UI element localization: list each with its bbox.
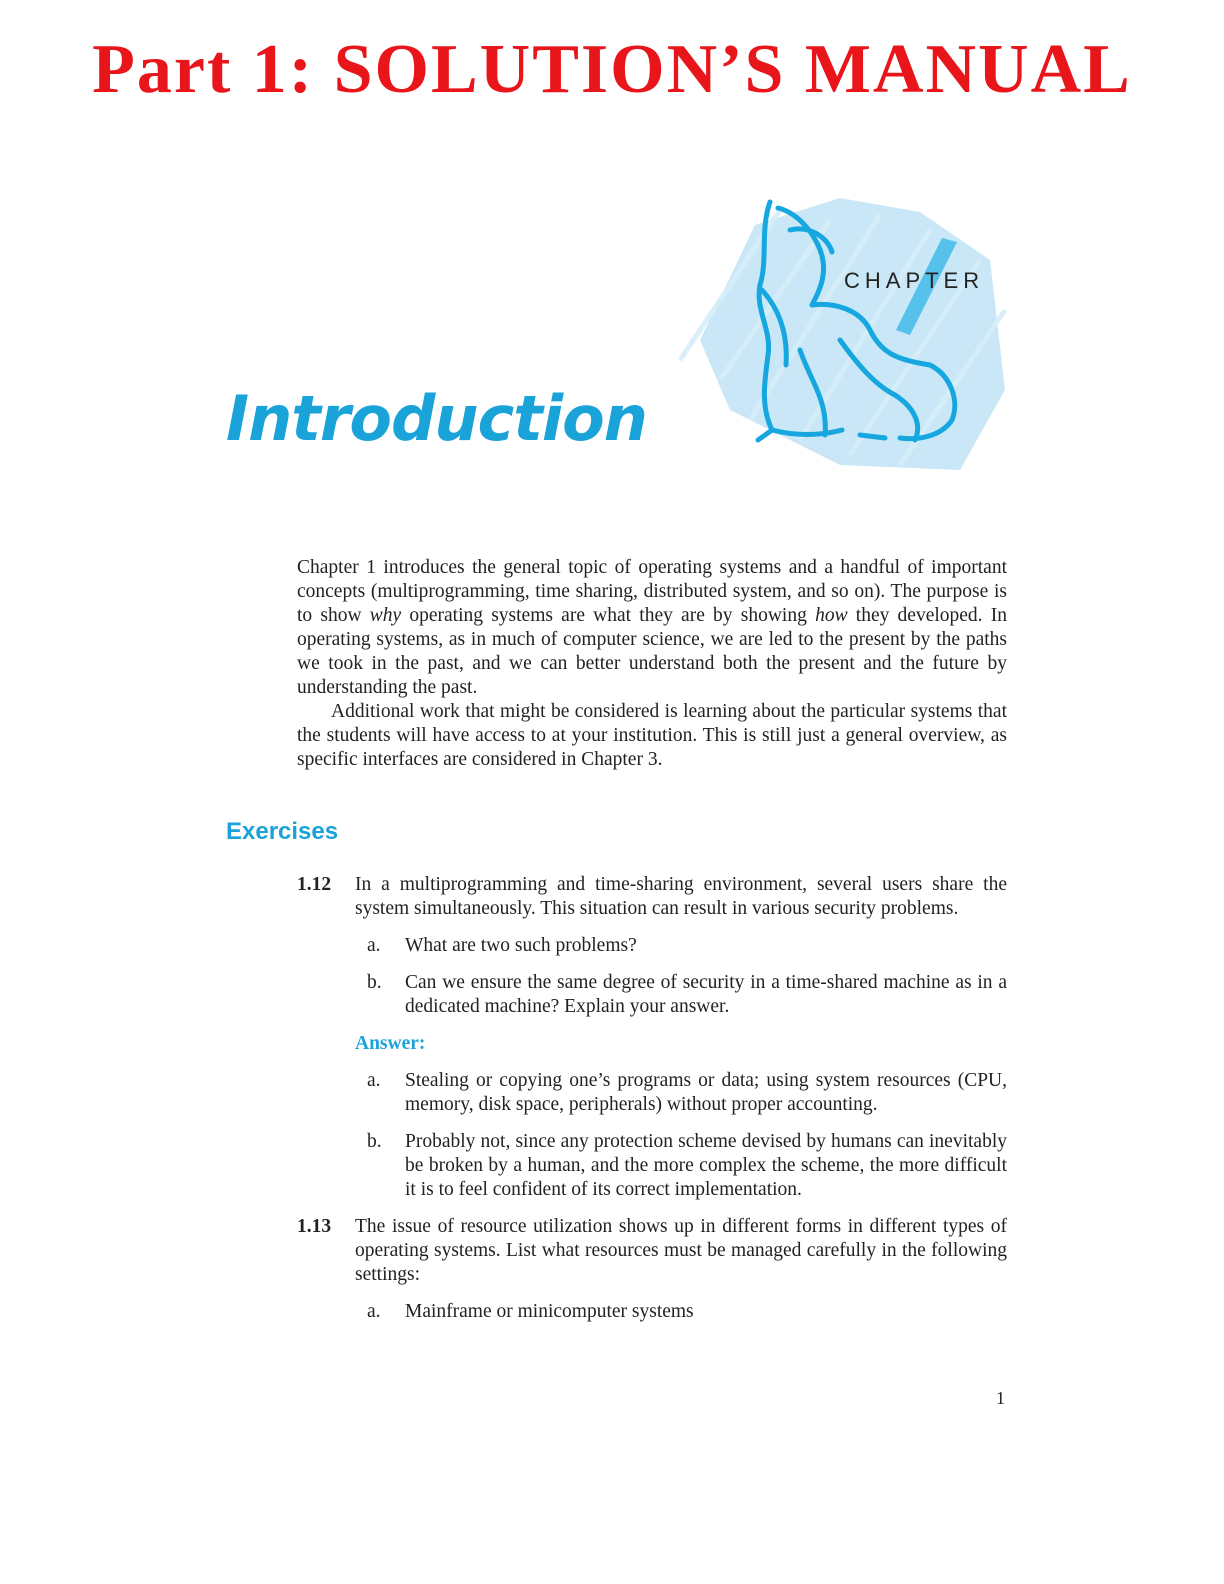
item-label: a. — [367, 1301, 381, 1322]
chapter-title: Introduction — [226, 382, 647, 455]
watercolor-wash — [700, 198, 1005, 470]
item-label: a. — [367, 1070, 381, 1091]
exercise-number: 1.12 — [297, 874, 332, 895]
item-label: b. — [367, 1131, 382, 1152]
item-label: b. — [367, 972, 382, 993]
item-text: Probably not, since any protection scheme devised by humans can inevitably be broken by a human, and the more complex the scheme, the more difficult it is to feel confident of its correct implementation. — [405, 1131, 1007, 1200]
exercises-list — [297, 873, 1007, 1324]
chapter-number — [966, 218, 967, 219]
section-heading-exercises: Exercises — [226, 818, 339, 845]
page-banner: Part 1: SOLUTION’S MANUAL — [92, 31, 1132, 108]
intro-paragraph: Additional work that might be considered is learning about the particular systems that the students will have access to at your institution. This is still just a general overview, as specific interfaces are considered in Chapter 3. — [297, 701, 1007, 770]
question-item — [355, 971, 1007, 1019]
question-item — [355, 934, 1007, 958]
exercise-number: 1.13 — [297, 1216, 332, 1237]
exercise-1-12 — [297, 873, 1007, 1202]
item-label: a. — [367, 935, 381, 956]
answer-label: Answer: — [355, 1033, 426, 1054]
page-number: 1 — [996, 1388, 1005, 1408]
item-text: What are two such problems? — [405, 935, 637, 956]
exercise-text: The issue of resource utilization shows up in different forms in different types of operating systems. List what resources must be managed carefully in the following settings: — [355, 1216, 1007, 1285]
intro-paragraph: Chapter 1 introduces the general topic of operating systems and a handful of important concepts (multiprogramming, time sharing, distributed system, and so on). The purpose is to show why operating systems are what they are by showing how they developed. In operating systems, as in much of computer science, we are led to the present by the paths we took in the past, and we can better understand both the present and the future by understanding the past. — [297, 557, 1008, 698]
chapter-label: CHAPTER — [844, 268, 985, 293]
question-item — [355, 1300, 1007, 1324]
item-text: Stealing or copying one’s programs or data; using system resources (CPU, memory, disk space, peripherals) without proper accounting. — [405, 1070, 1007, 1115]
item-text: Can we ensure the same degree of security in a time-shared machine as in a dedicated machine? Explain your answer. — [405, 972, 1007, 1017]
answer-item — [355, 1069, 1007, 1117]
exercise-1-13 — [297, 1215, 1007, 1324]
item-text: Mainframe or minicomputer systems — [405, 1301, 694, 1322]
exercise-text: In a multiprogramming and time-sharing environment, several users share the system simultaneously. This situation can result in various security problems. — [355, 874, 1007, 919]
answer-item — [355, 1130, 1007, 1202]
intro-text — [297, 556, 1007, 772]
chapter-illustration — [660, 190, 1020, 490]
